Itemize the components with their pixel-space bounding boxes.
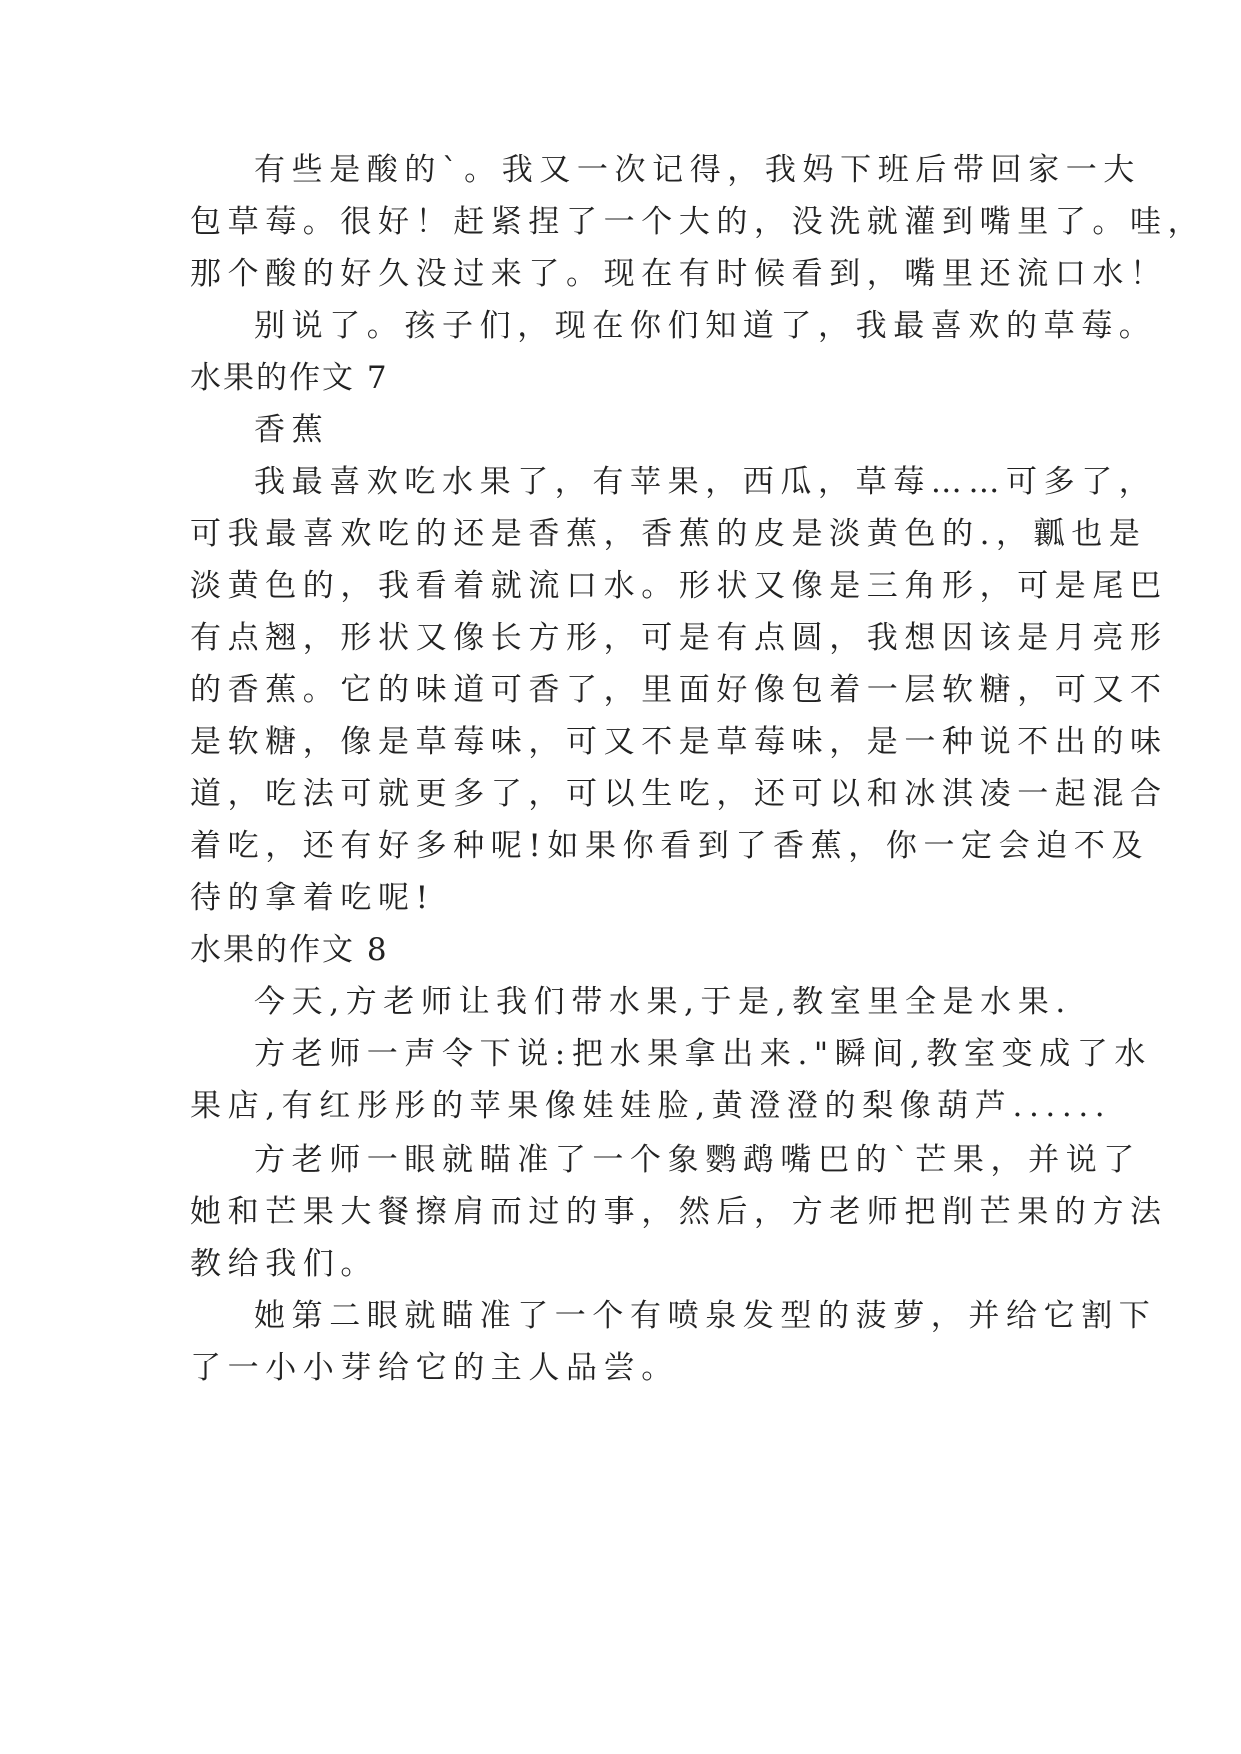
paragraph-line: 待的拿着吃呢! <box>190 880 435 916</box>
paragraph-line: 方老师一眼就瞄准了一个象鹦鹉嘴巴的`芒果，并说了 <box>254 1142 1141 1178</box>
paragraph-line: 可我最喜欢吃的还是香蕉，香蕉的皮是淡黄色的.，瓤也是 <box>190 516 1147 552</box>
paragraph-line: 了一小小芽给它的主人品尝。 <box>190 1350 679 1386</box>
section-heading: 水果的作文 7 <box>190 360 389 396</box>
paragraph-line: 是软糖，像是草莓味，可又不是草莓味，是一种说不出的味 <box>190 724 1168 760</box>
paragraph-line: 我最喜欢吃水果了，有苹果，西瓜，草莓……可多了， <box>254 464 1157 500</box>
paragraph-line: 的香蕉。它的味道可香了，里面好像包着一层软糖，可又不 <box>190 672 1168 708</box>
paragraph-line: 别说了。孩子们，现在你们知道了，我最喜欢的草莓。 <box>254 308 1157 344</box>
essay-title: 香蕉 <box>254 412 330 448</box>
paragraph-line: 果店,有红彤彤的苹果像娃娃脸,黄澄澄的梨像葫芦...... <box>190 1088 1112 1124</box>
paragraph-line: 她第二眼就瞄准了一个有喷泉发型的菠萝，并给它割下 <box>254 1298 1157 1334</box>
paragraph-line: 道，吃法可就更多了，可以生吃，还可以和冰淇凌一起混合 <box>190 776 1168 812</box>
paragraph-line: 有些是酸的`。我又一次记得，我妈下班后带回家一大 <box>254 152 1141 188</box>
paragraph-line: 着吃，还有好多种呢!如果你看到了香蕉，你一定会迫不及 <box>190 828 1150 864</box>
paragraph-line: 有点翘，形状又像长方形，可是有点圆，我想因该是月亮形 <box>190 620 1168 656</box>
paragraph-line: 包草莓。很好！赶紧捏了一个大的，没洗就灌到嘴里了。哇， <box>190 204 1206 240</box>
section-heading: 水果的作文 8 <box>190 932 389 968</box>
paragraph-line: 教给我们。 <box>190 1246 378 1282</box>
paragraph-line: 今天,方老师让我们带水果,于是,教室里全是水果. <box>254 984 1072 1020</box>
paragraph-line: 方老师一声令下说:把水果拿出来."瞬间,教室变成了水 <box>254 1036 1153 1072</box>
paragraph-line: 淡黄色的，我看着就流口水。形状又像是三角形，可是尾巴 <box>190 568 1168 604</box>
paragraph-line: 她和芒果大餐擦肩而过的事，然后，方老师把削芒果的方法 <box>190 1194 1168 1230</box>
paragraph-line: 那个酸的好久没过来了。现在有时候看到，嘴里还流口水！ <box>190 256 1168 292</box>
